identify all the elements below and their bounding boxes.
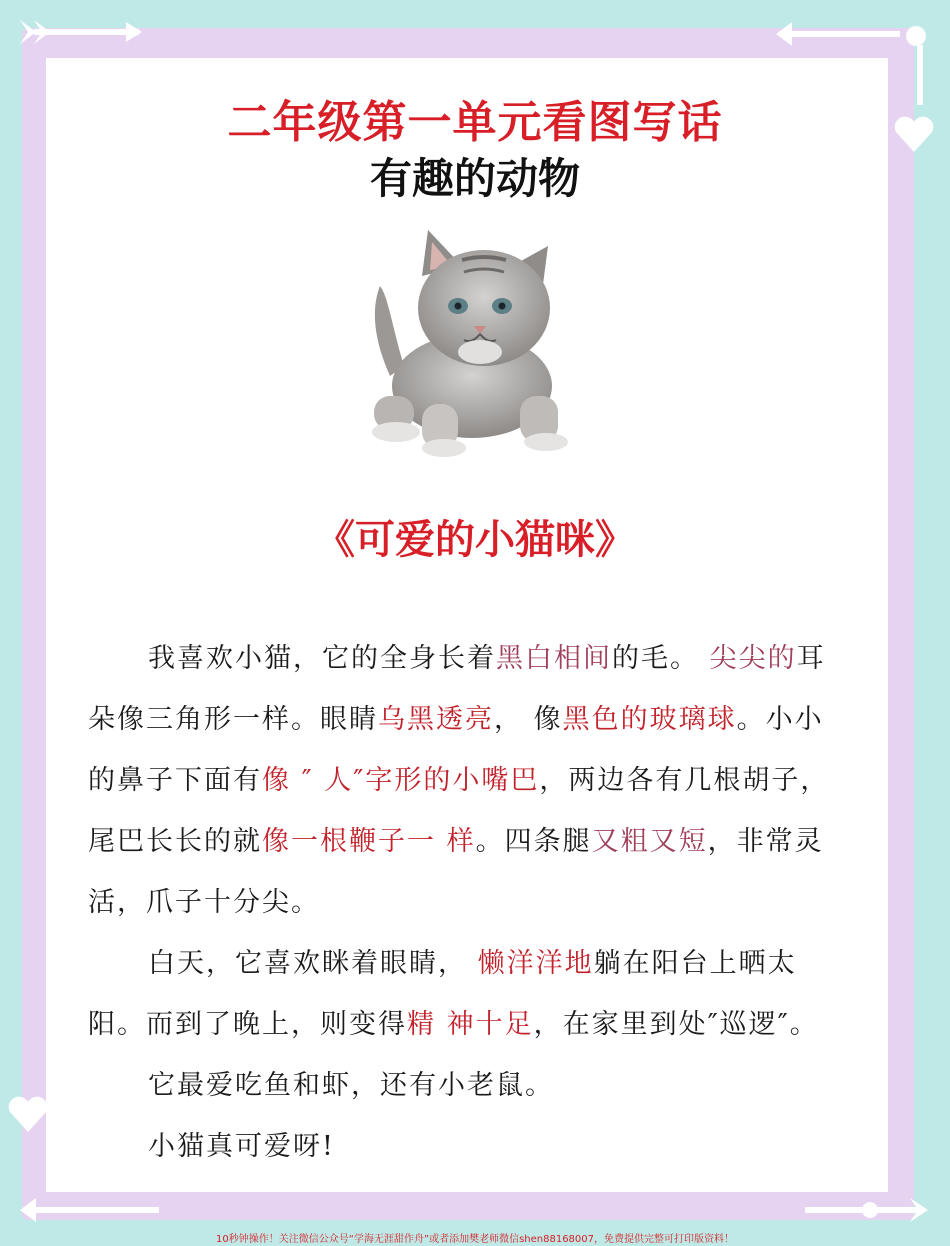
kitten-image [352,226,602,462]
arrow-bottom-right-icon [800,1190,940,1230]
arrow-top-left-icon [14,12,144,52]
arrow-bottom-left-icon [14,1190,164,1230]
highlight-text: 乌黑透亮 [378,704,494,735]
highlight-text: 像 ″ 人″字形的小嘴巴 [262,765,540,796]
text-span: ，非常灵活，爪子十分尖。 [88,826,824,918]
text-span: ，在家里到处″巡逻″。 [533,1009,819,1040]
highlight-text: 精 神十足 [407,1009,534,1040]
highlight-text: 像一根鞭子一 样 [262,826,476,857]
paragraph-3: 它最爱吃鱼和虾，还有小老鼠。 [148,1070,554,1101]
heart-left-icon [4,1090,52,1138]
text-span: ， 像 [494,704,563,735]
paragraph-2 [88,933,848,1055]
highlight-text: 尖尖的 [709,643,797,674]
text-span: 。小小的鼻子下面有 [88,704,824,796]
paragraph-1 [88,628,848,933]
text-span: 耳朵像三角形一样。眼睛 [88,643,826,735]
text-span: ，两边各有几根胡子，尾巴长长的就 [88,765,830,857]
page-subtitle: 有趣的动物 [369,154,580,203]
highlight-text: 黑白相间 [496,643,612,674]
text-span: 白天，它喜欢眯着眼睛， [148,948,478,979]
story-title: 《可爱的小猫咪》 [315,517,635,563]
page-title: 二年级第一单元看图写话 [227,97,723,148]
highlight-text: 又粗又短 [591,826,708,857]
text-span: 的毛。 [612,643,710,674]
text-span: 我喜欢小猫，它的全身长着 [148,643,496,674]
highlight-text: 黑色的玻璃球 [562,704,737,735]
paragraph-4: 小猫真可爱呀! [148,1131,335,1162]
footer-note: 10秒钟操作！关注微信公众号“学海无涯甜作舟”或者添加樊老师微信shen88168007，免费提供完整可打印版资料！ [215,1234,735,1245]
highlight-text: 懒洋洋地 [477,948,594,979]
text-span: 。四条腿 [475,826,592,857]
story-body [88,628,848,1177]
text-span: 躺在阳台上晒太阳。而到了晚上，则变得 [88,948,797,1040]
